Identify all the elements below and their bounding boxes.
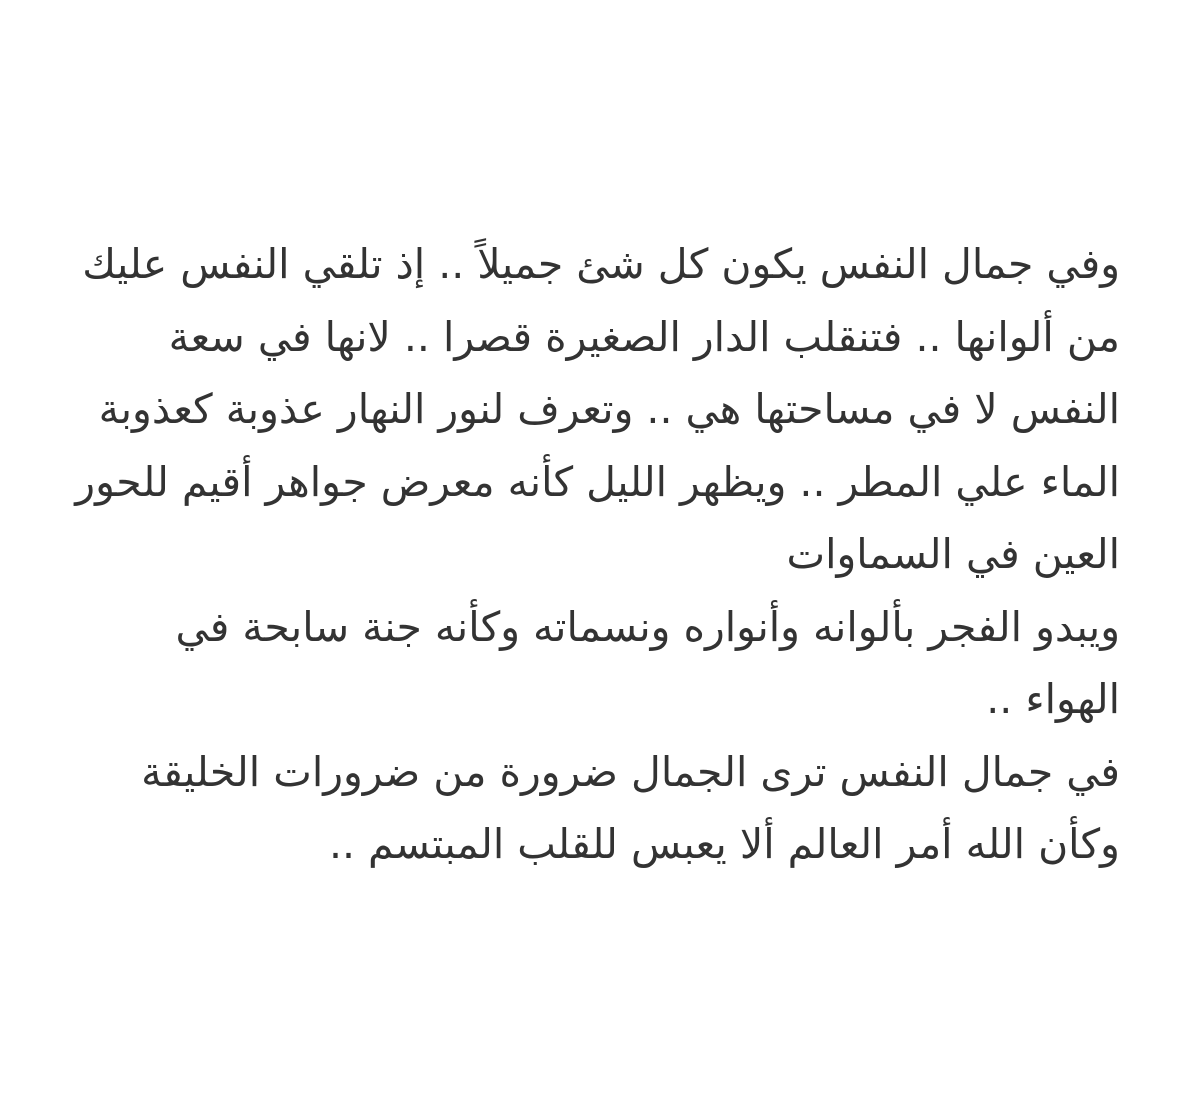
text-line: من ألوانها .. فتنقلب الدار الصغيرة قصرا .. لانها في سعة (168, 312, 1120, 361)
text-line: في جمال النفس ترى الجمال ضرورة من ضرورات الخليقة (141, 747, 1120, 796)
note-text-block (60, 228, 1120, 881)
text-line: العين في السماوات (786, 530, 1120, 578)
text-line: الماء علي المطر .. ويظهر الليل كأنه معرض جواهر أقيم للحور (75, 457, 1120, 506)
text-line: النفس لا في مساحتها هي .. وتعرف لنور النهار عذوبة كعذوبة (98, 385, 1120, 433)
text-line: وفي جمال النفس يكون كل شئ جميلاً .. إذ تلقي النفس عليك (82, 240, 1120, 288)
text-line: ويبدو الفجر بألوانه وأنواره ونسماته وكأنه جنة سابحة في (175, 602, 1120, 651)
text-line: الهواء .. (986, 675, 1120, 723)
text-line: وكأن الله أمر العالم ألا يعبس للقلب المبتسم .. (328, 820, 1120, 868)
